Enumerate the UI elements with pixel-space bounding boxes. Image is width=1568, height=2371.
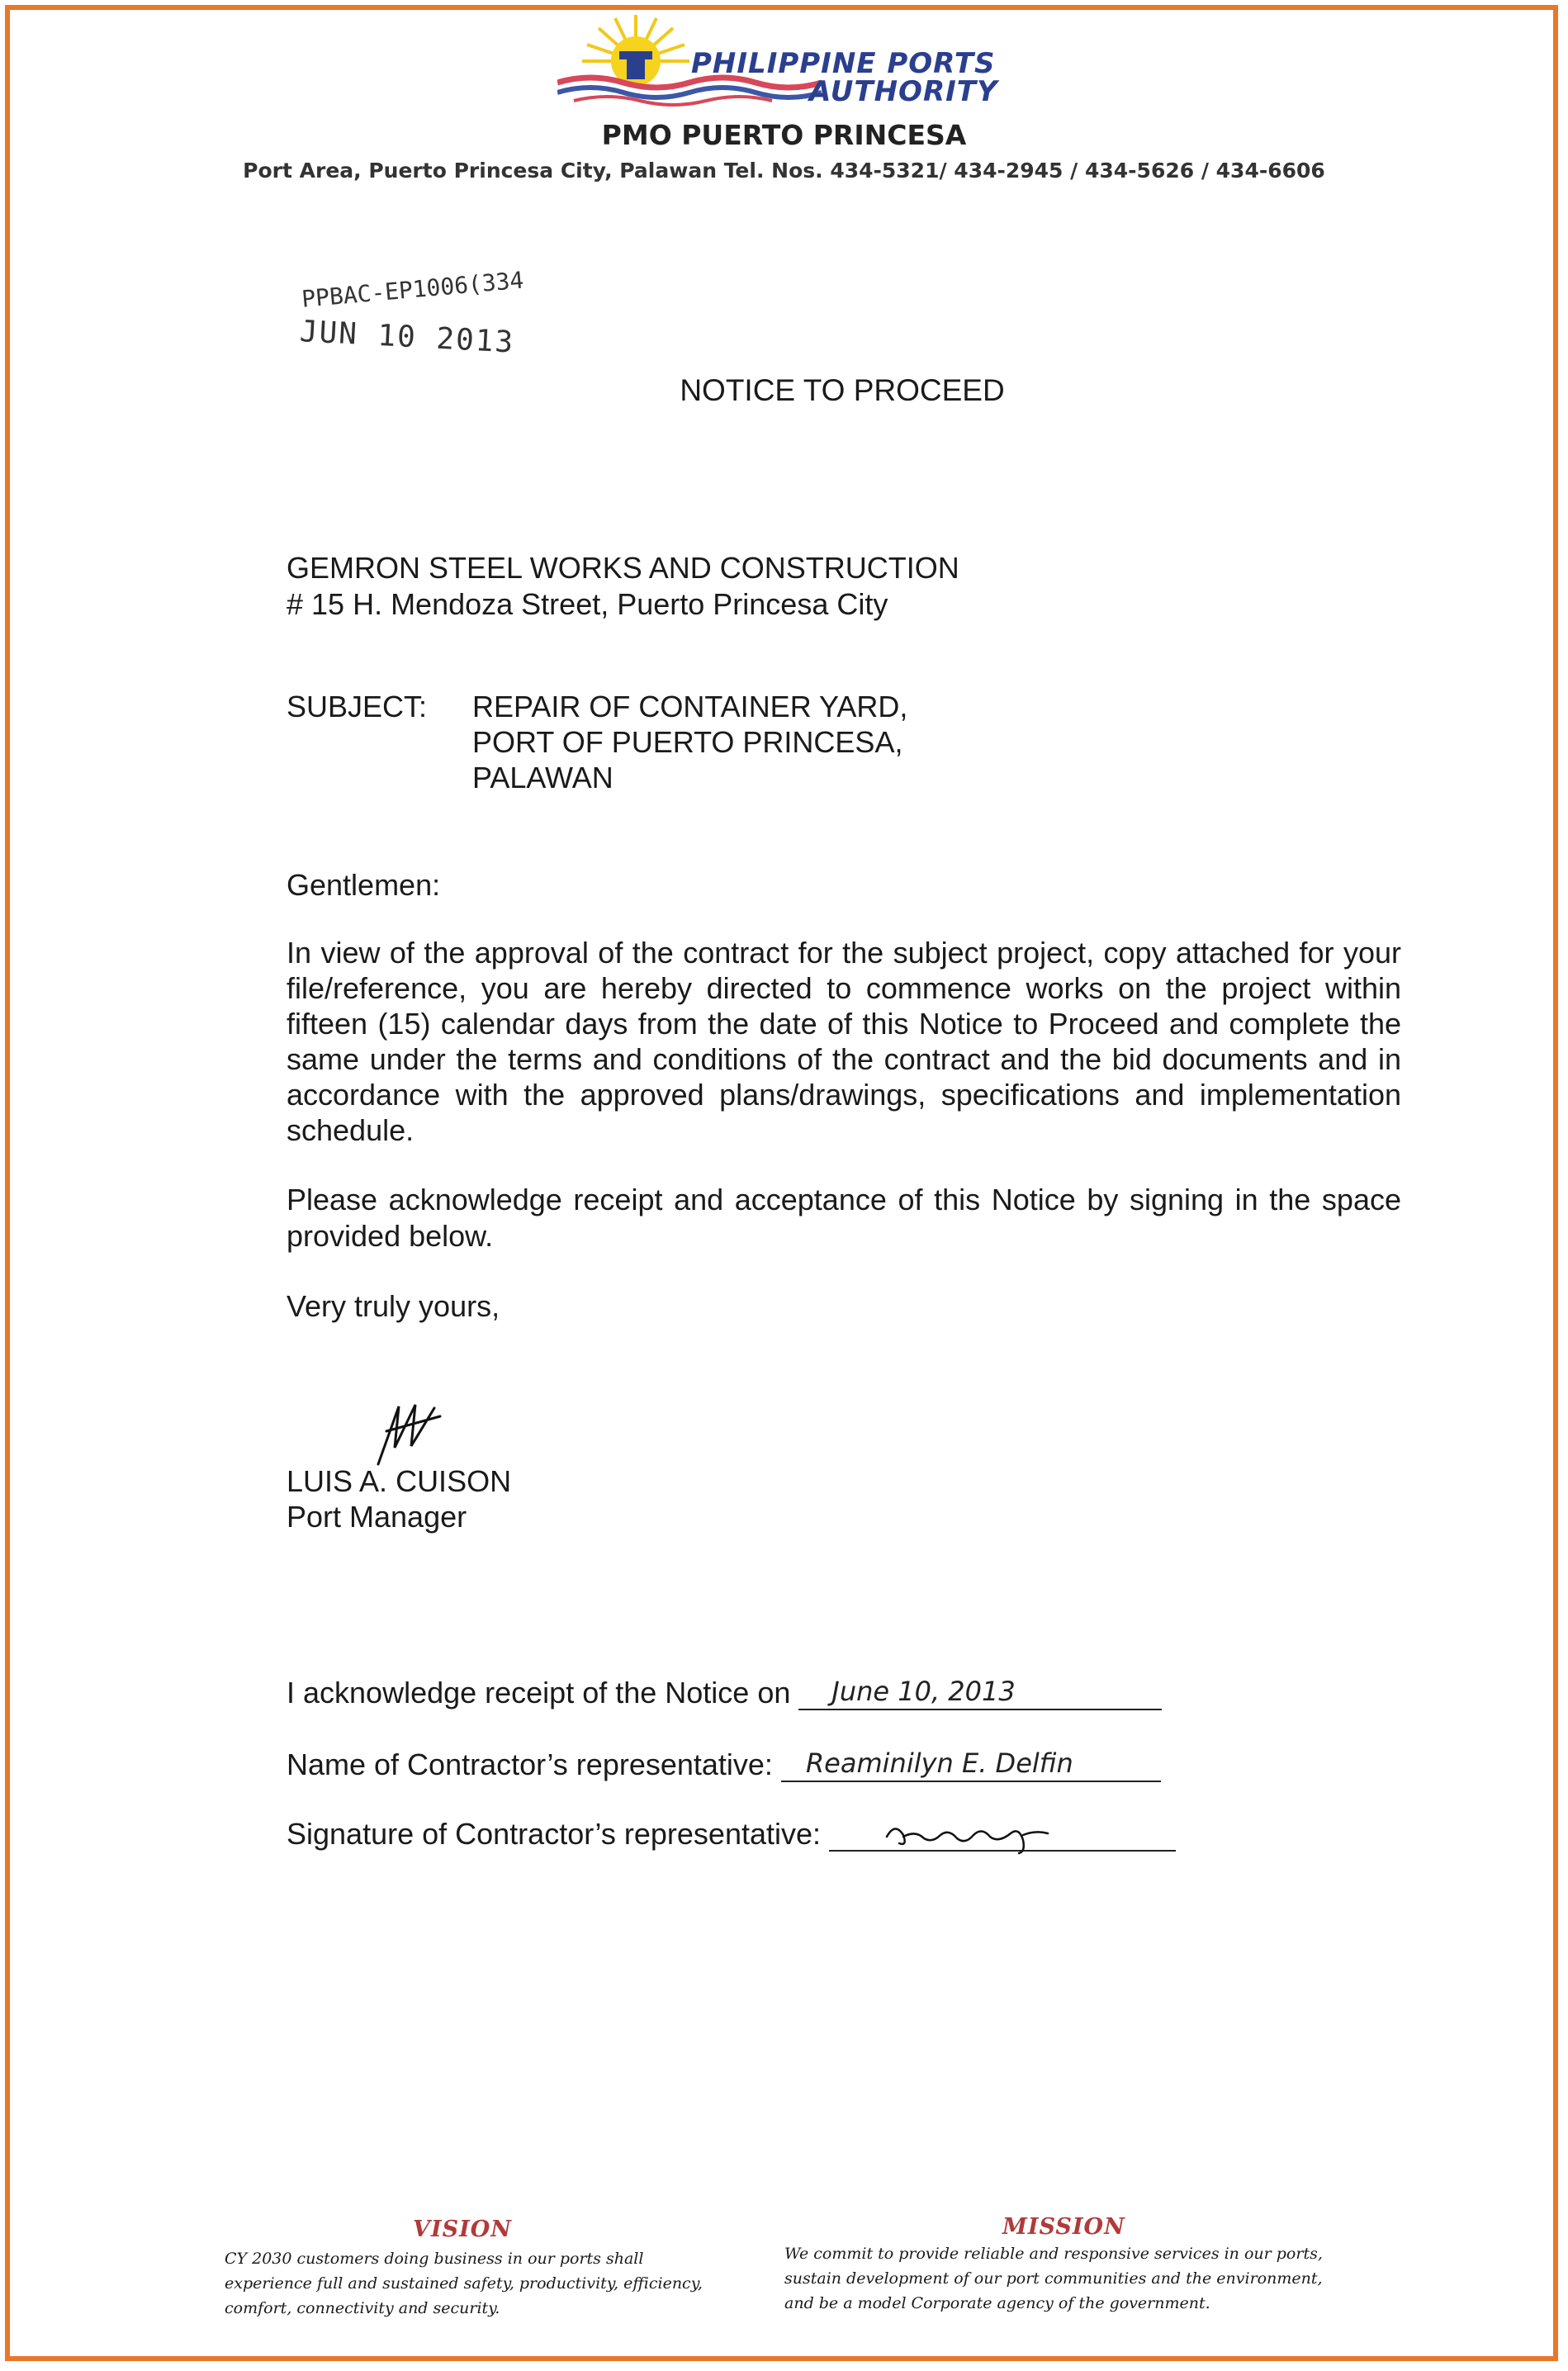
receipt-row [287, 1672, 1162, 1710]
receipt-date-value: June 10, 2013 [831, 1676, 1016, 1707]
reference-number: PPBAC-EP1006(334 [301, 266, 525, 313]
rep-name-label: Name of Contractor’s representative: [287, 1747, 773, 1781]
salutation: Gentlemen: [287, 868, 441, 902]
rep-signature-field[interactable] [829, 1814, 1176, 1852]
addressee-name: GEMRON STEEL WORKS AND CONSTRUCTION [287, 551, 959, 585]
subject-line: PORT OF PUERTO PRINCESA, [472, 725, 903, 759]
rep-signature-icon [879, 1819, 1060, 1855]
rep-name-field[interactable] [781, 1744, 1161, 1782]
rep-name-value: Reaminilyn E. Delfin [805, 1747, 1073, 1779]
office-address: Port Area, Puerto Princesa City, Palawan Tel. Nos. 434-5321/ 434-2945 / 434-5626 / 434-6606 [243, 159, 1325, 183]
addressee-address: # 15 H. Mendoza Street, Puerto Princesa City [287, 587, 888, 621]
vision-text: CY 2030 customers doing business in our ports shall experience full and sustained safety, productivity, efficiency, comfort, connectivity and security. [225, 2250, 703, 2317]
org-name-line2: AUTHORITY [809, 75, 998, 108]
subject-label: SUBJECT: [287, 690, 428, 723]
mission-text: We commit to provide reliable and responsive services in our ports, sustain development of our port communities and the environment, and be a model Corporate agency of the government. [784, 2245, 1323, 2312]
rep-signature-row [287, 1814, 1176, 1852]
subject-line: REPAIR OF CONTAINER YARD, [472, 690, 908, 723]
office-name: PMO PUERTO PRINCESA [601, 119, 967, 151]
mission-heading: MISSION [1002, 2214, 1125, 2240]
vision-heading: VISION [413, 2217, 512, 2242]
body-paragraph: In view of the approval of the contract for the subject project, copy attached for your file/reference, you are hereby directed to commence works on the project within fifteen (15) calendar days from the date of this Notice to Proceed and complete the same under the terms and conditions of the contract and the bid documents and in accordance with the approved plans/drawings, specifications and implementation schedule. [287, 936, 1401, 1147]
receipt-date-field[interactable] [798, 1672, 1162, 1710]
document-title: NOTICE TO PROCEED [680, 373, 1005, 407]
manager-signature-icon [370, 1398, 444, 1472]
closing: Very truly yours, [287, 1289, 500, 1323]
rep-signature-label: Signature of Contractor’s representative: [287, 1817, 822, 1851]
subject-line: PALAWAN [472, 761, 613, 794]
signer-title: Port Manager [287, 1500, 467, 1534]
stamp-date: JUN 10 2013 [298, 315, 516, 360]
body-paragraph: Please acknowledge receipt and acceptance of this Notice by signing in the space provided below. [287, 1183, 1401, 1253]
org-name-line1: PHILIPPINE PORTS [691, 47, 996, 80]
signer-name: LUIS A. CUISON [287, 1464, 512, 1498]
rep-name-row [287, 1744, 1161, 1782]
receipt-label: I acknowledge receipt of the Notice on [287, 1676, 791, 1709]
